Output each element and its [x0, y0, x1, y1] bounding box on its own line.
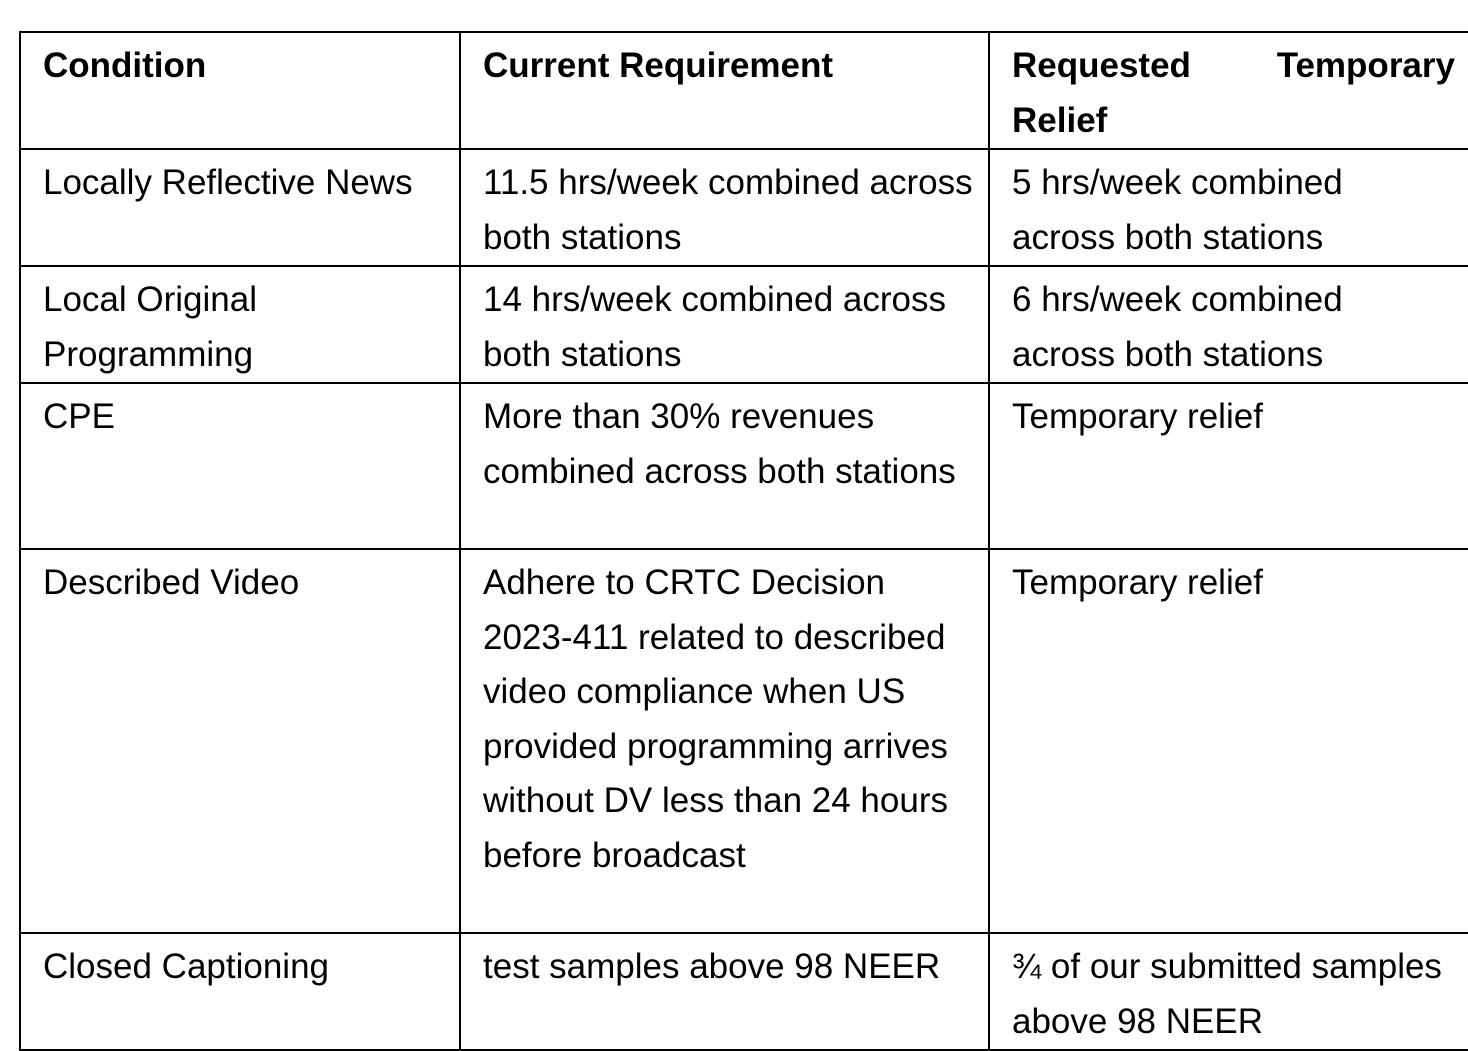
- conditions-table-container: [19, 31, 1468, 1051]
- table-row: [20, 549, 1468, 933]
- cell-condition: Described Video: [20, 549, 460, 933]
- cell-current-requirement: test samples above 98 NEER: [460, 933, 989, 1050]
- cell-requested-relief: 5 hrs/week combined across both stations: [989, 149, 1468, 266]
- cell-current-requirement: More than 30% revenues combined across both stations: [460, 383, 989, 549]
- table-row: [20, 149, 1468, 266]
- cell-condition: Local Original Programming: [20, 266, 460, 383]
- header-relief-word-requested: Requested: [1012, 46, 1191, 85]
- cell-requested-relief: 6 hrs/week combined across both stations: [989, 266, 1468, 383]
- table-row: [20, 933, 1468, 1050]
- header-condition: Condition: [20, 32, 460, 149]
- header-relief-word-relief: Relief: [1012, 100, 1108, 140]
- cell-requested-relief: ¾ of our submitted samples above 98 NEER: [989, 933, 1468, 1050]
- header-current-requirement: Current Requirement: [460, 32, 989, 149]
- cell-current-requirement: Adhere to CRTC Decision 2023-411 related to described video compliance when US provided programming arrives without DV less than 24 hours before broadcast: [460, 549, 989, 933]
- table-header-row: [20, 32, 1468, 149]
- cell-condition: CPE: [20, 383, 460, 549]
- header-relief-word-temporary: Temporary: [1276, 46, 1455, 85]
- table-row: [20, 383, 1468, 549]
- table-row: [20, 266, 1468, 383]
- cell-condition: Locally Reflective News: [20, 149, 460, 266]
- cell-requested-relief: Temporary relief: [989, 383, 1468, 549]
- header-requested-temporary-relief: [989, 32, 1468, 149]
- cell-current-requirement: 11.5 hrs/week combined across both stations: [460, 149, 989, 266]
- cell-current-requirement: 14 hrs/week combined across both stations: [460, 266, 989, 383]
- conditions-table: [19, 31, 1468, 1051]
- cell-requested-relief: Temporary relief: [989, 549, 1468, 933]
- cell-condition: Closed Captioning: [20, 933, 460, 1050]
